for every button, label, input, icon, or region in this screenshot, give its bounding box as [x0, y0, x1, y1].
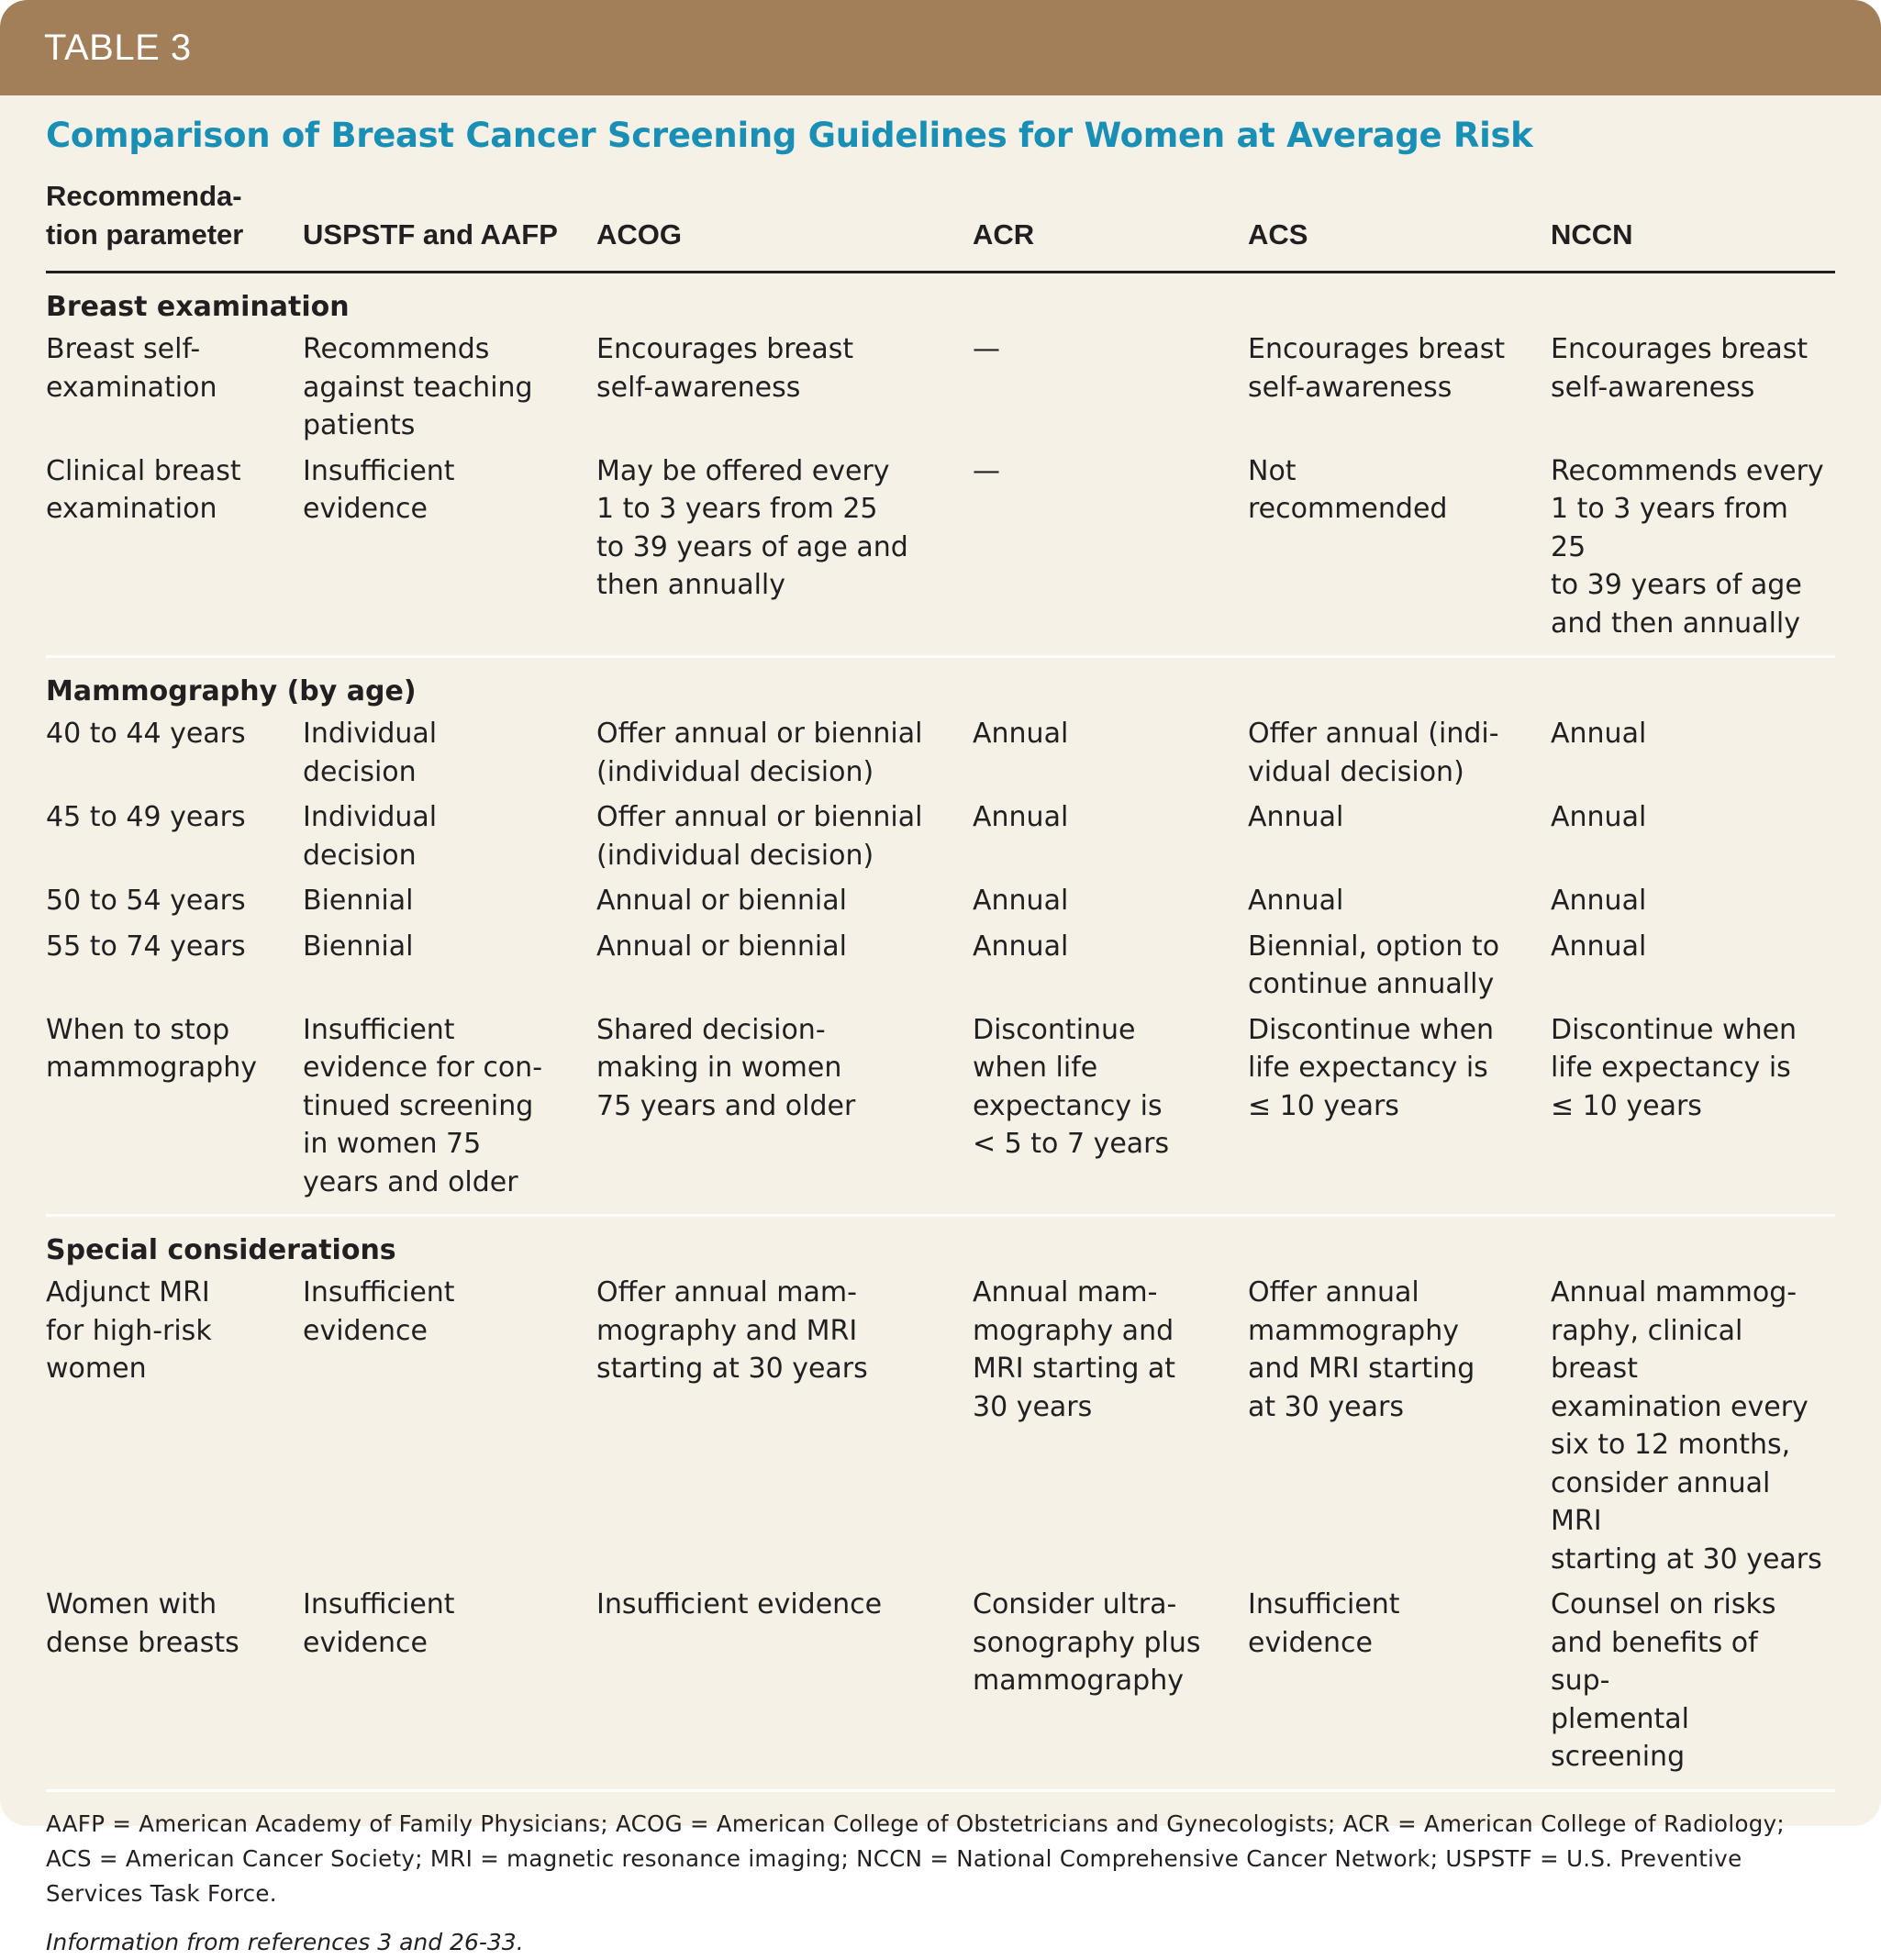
table-cell: Recommends every 1 to 3 years from 25 to 39 years of age and then annually [1551, 454, 1824, 640]
table-cell: Consider ultra- sonography plus mammography [973, 1588, 1201, 1697]
column-header: NCCN [1551, 218, 1633, 251]
table-cell: Discontinue when life expectancy is < 5 to 7 years [973, 1013, 1170, 1160]
table-cell: Encourages breast self-awareness [1551, 333, 1809, 404]
table-cell: Annual or biennial [596, 885, 847, 917]
table-cell: Recommends against teaching patients [303, 333, 533, 441]
table-row [46, 715, 1835, 798]
section-heading: Breast examination [46, 291, 350, 323]
table-cell: Annual mam- mography and MRI starting at 30 years [973, 1276, 1176, 1423]
table-cell: 50 to 54 years [46, 885, 246, 917]
table-cell: Encourages breast self-awareness [1248, 333, 1506, 404]
table-cell: Insufficient evidence [596, 1588, 883, 1620]
table-cell: Biennial [303, 885, 414, 917]
table-cell: Discontinue when life expectancy is ≤ 10 years [1248, 1013, 1495, 1122]
section-heading: Mammography (by age) [46, 675, 417, 707]
column-header: Recommenda- tion parameter [46, 180, 244, 251]
table-cell: Annual [1551, 885, 1647, 917]
source-note: Information from references 3 and 26-33. [46, 1928, 524, 1955]
table-cell: Shared decision- making in women 75 years and older [596, 1013, 856, 1122]
section-mammography [46, 658, 1835, 1217]
table-cell: Annual [973, 930, 1069, 963]
table-cell: Encourages breast self-awareness [596, 333, 854, 404]
table-cell: Offer annual mammography and MRI starting at 30 years [1248, 1276, 1475, 1423]
table-cell: Offer annual mam- mography and MRI starting at 30 years [596, 1276, 868, 1385]
table-cell: 40 to 44 years [46, 718, 246, 750]
table-row [46, 928, 1835, 1011]
table-cell: Annual or biennial [596, 930, 847, 963]
table-cell: Individual decision [303, 801, 438, 872]
section-heading: Special considerations [46, 1234, 396, 1266]
table-cell: Insufficient evidence [303, 1276, 455, 1347]
table-cell: Annual [1248, 801, 1344, 833]
table-cell: Insufficient evidence [303, 1588, 455, 1659]
table-row [46, 330, 1835, 452]
table-cell: Women with dense breasts [46, 1588, 239, 1659]
table-cell: Individual decision [303, 718, 438, 788]
table-cell: Discontinue when life expectancy is ≤ 10 years [1551, 1013, 1798, 1122]
section-special-considerations [46, 1217, 1835, 1792]
table-cell: Insufficient evidence [303, 454, 455, 525]
table-row [46, 798, 1835, 882]
table-number: TABLE 3 [44, 27, 192, 68]
column-header-row [46, 177, 1835, 273]
table-cell: Annual [973, 885, 1069, 917]
table-content [0, 95, 1881, 1960]
table-cell: May be offered every 1 to 3 years from 25 to 39 years of age and then annually [596, 454, 908, 601]
column-header: ACR [973, 218, 1035, 251]
table-footnote: AAFP = American Academy of Family Physicians; ACOG = American College of Obstetricians and Gynecologists; ACR = American College of Radiology; ACS = American Cancer Society; MRI = magnetic resonance imaging; NCCN = National Comprehensive Cancer Network; USPSTF = U.S. Preventive Services Task Force. [46, 1810, 1785, 1907]
table-cell: Annual [973, 801, 1069, 833]
table-cell: 55 to 74 years [46, 930, 246, 963]
column-header: ACS [1248, 218, 1308, 251]
table-cell: 45 to 49 years [46, 801, 246, 833]
table-cell: Insufficient evidence [1248, 1588, 1400, 1659]
table-row [46, 452, 1835, 656]
table-cell: Biennial [303, 930, 414, 963]
table-cell: Offer annual (indi- vidual decision) [1248, 718, 1499, 788]
table-cell: Clinical breast examination [46, 454, 241, 525]
table-cell: — [973, 333, 1000, 365]
table-cell: Annual [1551, 718, 1647, 750]
column-header: ACOG [596, 218, 682, 251]
table-cell: Insufficient evidence for con- tinued screening in women 75 years and older [303, 1013, 543, 1198]
table-cell: — [973, 454, 1000, 487]
table-banner [0, 0, 1881, 95]
table-title: Comparison of Breast Cancer Screening Guidelines for Women at Average Risk [46, 116, 1533, 155]
table-cell: Offer annual or biennial (individual decision) [596, 801, 923, 872]
table-cell: Annual [1248, 885, 1344, 917]
table-cell: Annual [1551, 801, 1647, 833]
section-breast-examination [46, 273, 1835, 658]
table-cell: Annual [973, 718, 1069, 750]
table-row [46, 882, 1835, 928]
column-header: USPSTF and AAFP [303, 218, 558, 251]
table-cell: When to stop mammography [46, 1013, 257, 1084]
table-cell: Adjunct MRI for high-risk women [46, 1276, 212, 1385]
table-cell: Not recommended [1248, 454, 1448, 525]
table-row [46, 1586, 1835, 1789]
table-cell: Breast self- examination [46, 333, 217, 404]
table-cell: Annual [1551, 930, 1647, 963]
table-cell: Offer annual or biennial (individual decision) [596, 718, 923, 788]
table-cell: Annual mammog- raphy, clinical breast examination every six to 12 months, consider annual MRI starting at 30 years [1551, 1276, 1822, 1576]
table-cell: Counsel on risks and benefits of sup- plemental screening [1551, 1588, 1776, 1773]
table-cell: Biennial, option to continue annually [1248, 930, 1500, 1000]
table-row [46, 1011, 1835, 1215]
table-row [46, 1274, 1835, 1586]
